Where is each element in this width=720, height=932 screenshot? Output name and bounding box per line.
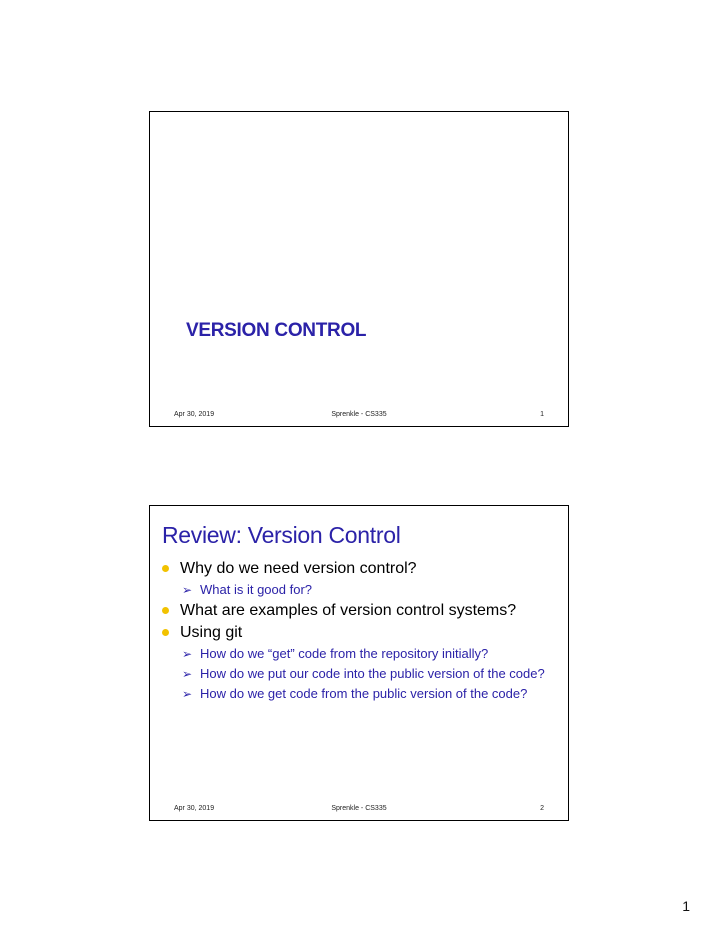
bullet-item: [162, 601, 558, 621]
circle-bullet-icon: [162, 629, 169, 636]
sub-bullet-item: [162, 685, 558, 703]
slide-1: [149, 111, 569, 427]
bullet-text: What are examples of version control systems?: [180, 602, 517, 619]
page-number: 1: [682, 898, 690, 914]
sub-bullet-text: How do we “get” code from the repository initially?: [200, 646, 489, 661]
footer-date: Apr 30, 2019: [174, 411, 215, 418]
sub-bullet-item: [162, 645, 558, 663]
sub-bullet-item: [162, 581, 558, 599]
circle-bullet-icon: [162, 607, 169, 614]
arrow-bullet-icon: ➢: [182, 583, 193, 597]
footer-slide-number: 2: [540, 805, 544, 812]
sub-bullet-text: How do we get code from the public version of the code?: [200, 686, 528, 701]
footer-author-course: Sprenkle - CS335: [331, 411, 387, 418]
footer-slide-number: 1: [540, 411, 544, 418]
arrow-bullet-icon: ➢: [182, 687, 193, 701]
slide-2-title: Review: Version Control: [162, 522, 401, 548]
bullet-text: Using git: [180, 624, 243, 641]
slide-2: [149, 505, 569, 821]
slide-1-title: VERSION CONTROL: [186, 320, 367, 341]
sub-bullet-text: What is it good for?: [200, 582, 312, 597]
footer-date: Apr 30, 2019: [174, 805, 215, 812]
arrow-bullet-icon: ➢: [182, 647, 193, 661]
bullet-list: [162, 559, 558, 705]
slide-2-footer: [150, 805, 568, 817]
sub-bullet-item: [162, 665, 558, 683]
bullet-item: [162, 623, 558, 643]
footer-author-course: Sprenkle - CS335: [331, 805, 387, 812]
circle-bullet-icon: [162, 565, 169, 572]
bullet-item: [162, 559, 558, 579]
bullet-text: Why do we need version control?: [180, 560, 417, 577]
sub-bullet-text: How do we put our code into the public version of the code?: [200, 666, 545, 681]
slide-1-footer: [150, 411, 568, 423]
arrow-bullet-icon: ➢: [182, 667, 193, 681]
